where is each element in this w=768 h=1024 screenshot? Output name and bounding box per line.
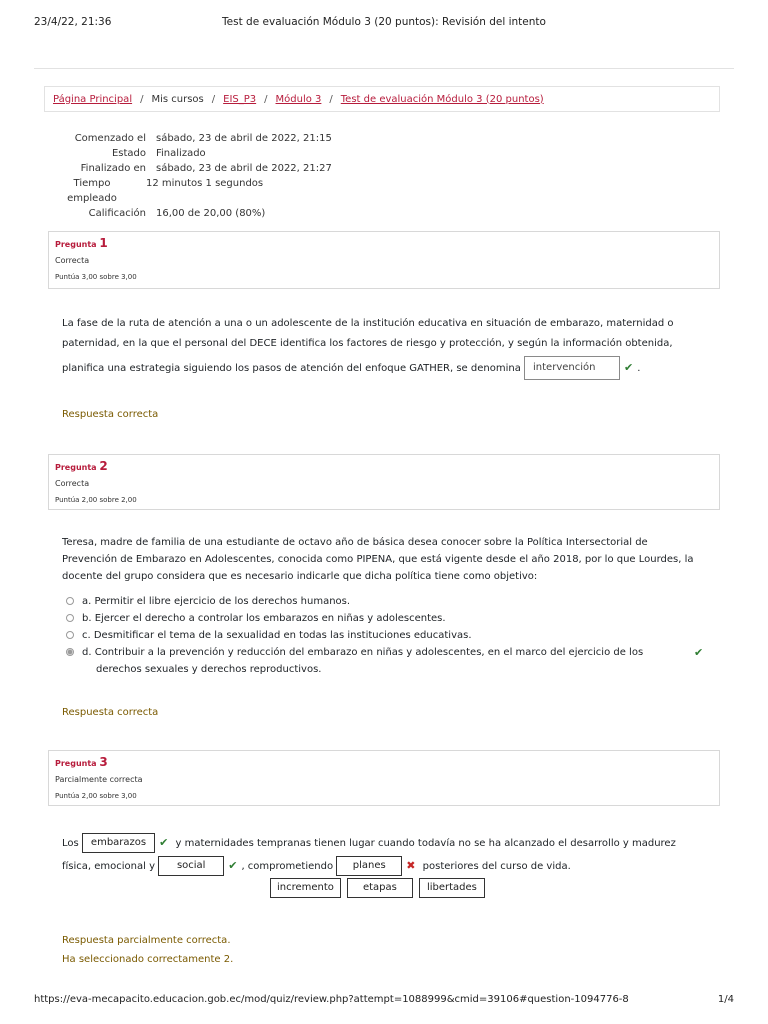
summary-value: sábado, 23 de abril de 2022, 21:15 (156, 133, 332, 144)
question-grade: Puntúa 3,00 sobre 3,00 (55, 273, 137, 281)
drag-choices (270, 878, 485, 898)
question-grade: Puntúa 2,00 sobre 3,00 (55, 792, 137, 800)
option-label: derechos sexuales y derechos reproductivos. (96, 664, 322, 675)
breadcrumb-separator: / (264, 93, 268, 105)
page-url: https://eva-mecapacito.educacion.gob.ec/mod/quiz/review.php?attempt=1088999&cmid=39106#question-1094776-8 (34, 994, 629, 1005)
summary-label: Finalizado en (80, 163, 146, 174)
summary-value: Finalizado (156, 148, 206, 159)
breadcrumb-home-link[interactable]: Página Principal (53, 93, 133, 105)
question-2-options (66, 593, 706, 678)
option-a[interactable] (66, 593, 706, 610)
breadcrumb-course-link[interactable]: EIS_P3 (223, 93, 257, 105)
drag-choice[interactable]: libertades (419, 878, 485, 898)
radio-icon[interactable] (66, 614, 74, 622)
feedback-line: Ha seleccionado correctamente 2. (62, 954, 234, 965)
option-label: c. Desmitificar el tema de la sexualidad en todas las instituciones educativas. (82, 630, 472, 641)
print-datetime: 23/4/22, 21:36 (34, 16, 112, 28)
summary-row-state (48, 146, 332, 161)
print-title: Test de evaluación Módulo 3 (20 puntos): Revisión del intento (222, 16, 546, 28)
question-number-value: 3 (99, 755, 108, 769)
question-text-line (62, 832, 702, 855)
question-3-text (62, 832, 702, 878)
summary-label: Comenzado el (74, 133, 146, 144)
drag-choice[interactable]: incremento (270, 878, 341, 898)
breadcrumb-separator: / (211, 93, 216, 105)
summary-row-started (48, 131, 332, 146)
summary-row-time (48, 176, 332, 206)
option-label: d. Contribuir a la prevención y reducción del embarazo en niñas y adolescentes, en el marco del ejercicio de los (82, 647, 644, 658)
radio-icon[interactable] (66, 648, 74, 656)
question-grade: Puntúa 2,00 sobre 2,00 (55, 496, 137, 504)
question-text-segment: posteriores del curso de vida. (422, 861, 571, 872)
question-prefix: Pregunta (55, 759, 97, 768)
question-number-value: 1 (99, 236, 108, 250)
option-c[interactable] (66, 627, 706, 644)
radio-icon[interactable] (66, 597, 74, 605)
question-2-feedback: Respuesta correcta (62, 707, 159, 718)
question-number-value: 2 (99, 459, 108, 473)
summary-row-grade (48, 206, 332, 221)
attempt-summary (48, 131, 332, 221)
question-text-line: paternidad, en la que el personal del DECE identifica los factores de riesgo y protección, y según la información obtenida, (62, 338, 673, 349)
question-1-info (48, 231, 720, 289)
question-text-line: Teresa, madre de familia de una estudiante de octavo año de básica desea conocer sobre la Política Intersectorial de (62, 537, 648, 548)
question-text-line (62, 356, 702, 380)
check-icon: ✔ (694, 646, 704, 659)
question-text-segment: planifica una estrategia siguiendo los pasos de atención del enfoque GATHER, se denomina (62, 363, 521, 374)
breadcrumb-quiz-link[interactable]: Test de evaluación Módulo 3 (20 puntos) (340, 93, 544, 105)
page-number: 1/4 (717, 994, 734, 1005)
question-text-segment: . (637, 363, 641, 374)
question-3-feedback (62, 931, 233, 969)
question-number (55, 236, 713, 250)
drop-zone[interactable]: embarazos (82, 833, 155, 853)
question-text-segment: física, emocional y (62, 861, 156, 872)
drop-zone[interactable]: planes (336, 856, 402, 876)
option-label-wrap (82, 644, 643, 678)
question-2-info (48, 454, 720, 510)
question-2-text (62, 534, 702, 585)
option-label: a. Permitir el libre ejercicio de los derechos humanos. (82, 596, 351, 607)
feedback-line: Respuesta parcialmente correcta. (62, 935, 231, 946)
summary-value: 16,00 de 20,00 (80%) (156, 208, 266, 219)
question-text-line: La fase de la ruta de atención a una o un adolescente de la institución educativa en situación de embarazo, maternidad o (62, 318, 674, 329)
summary-value: 12 minutos 1 segundos (146, 178, 264, 189)
answer-field[interactable]: intervención (524, 356, 620, 380)
check-icon: ✔ (624, 361, 634, 374)
breadcrumb-separator: / (140, 93, 144, 105)
cross-icon: ✖ (406, 859, 416, 872)
option-label: b. Ejercer el derecho a controlar los embarazos en niñas y adolescentes. (82, 613, 446, 624)
question-number (55, 755, 713, 769)
check-icon: ✔ (228, 859, 238, 872)
question-text-segment: Los (62, 838, 79, 849)
question-text-line: Prevención de Embarazo en Adolescentes, conocida como PIPENA, que está vigente desde el año 2018, por lo que Lourdes, la (62, 554, 694, 565)
question-state: Correcta (55, 256, 90, 265)
question-text-line: docente del grupo considera que es necesario indicarle que dicha política tiene como objetivo: (62, 571, 538, 582)
option-b[interactable] (66, 610, 706, 627)
question-prefix: Pregunta (55, 463, 97, 472)
drag-choice[interactable]: etapas (347, 878, 413, 898)
breadcrumb (44, 86, 720, 112)
breadcrumb-separator: / (329, 93, 333, 105)
question-number (55, 459, 713, 473)
drop-zone[interactable]: social (158, 856, 224, 876)
question-1-text (62, 314, 702, 380)
radio-icon[interactable] (66, 631, 74, 639)
summary-value: sábado, 23 de abril de 2022, 21:27 (156, 163, 332, 174)
option-d[interactable] (66, 644, 706, 678)
breadcrumb-my-courses: Mis cursos (151, 93, 204, 105)
print-footer (34, 994, 734, 1005)
summary-label: Estado (111, 148, 146, 159)
check-icon: ✔ (159, 836, 169, 849)
question-text-segment: , comprometiendo (241, 861, 334, 872)
question-state: Correcta (55, 479, 90, 488)
question-1-feedback: Respuesta correcta (62, 409, 159, 420)
question-text-segment: y maternidades tempranas tienen lugar cuando todavía no se ha alcanzado el desarrollo y madurez (175, 838, 676, 849)
summary-row-finished (48, 161, 332, 176)
divider (34, 68, 734, 69)
summary-label: Tiempo empleado (67, 178, 117, 204)
breadcrumb-module-link[interactable]: Módulo 3 (275, 93, 322, 105)
question-3-info (48, 750, 720, 806)
question-text-line (62, 855, 702, 878)
summary-label: Calificación (88, 208, 146, 219)
question-state: Parcialmente correcta (55, 775, 143, 784)
question-prefix: Pregunta (55, 240, 97, 249)
